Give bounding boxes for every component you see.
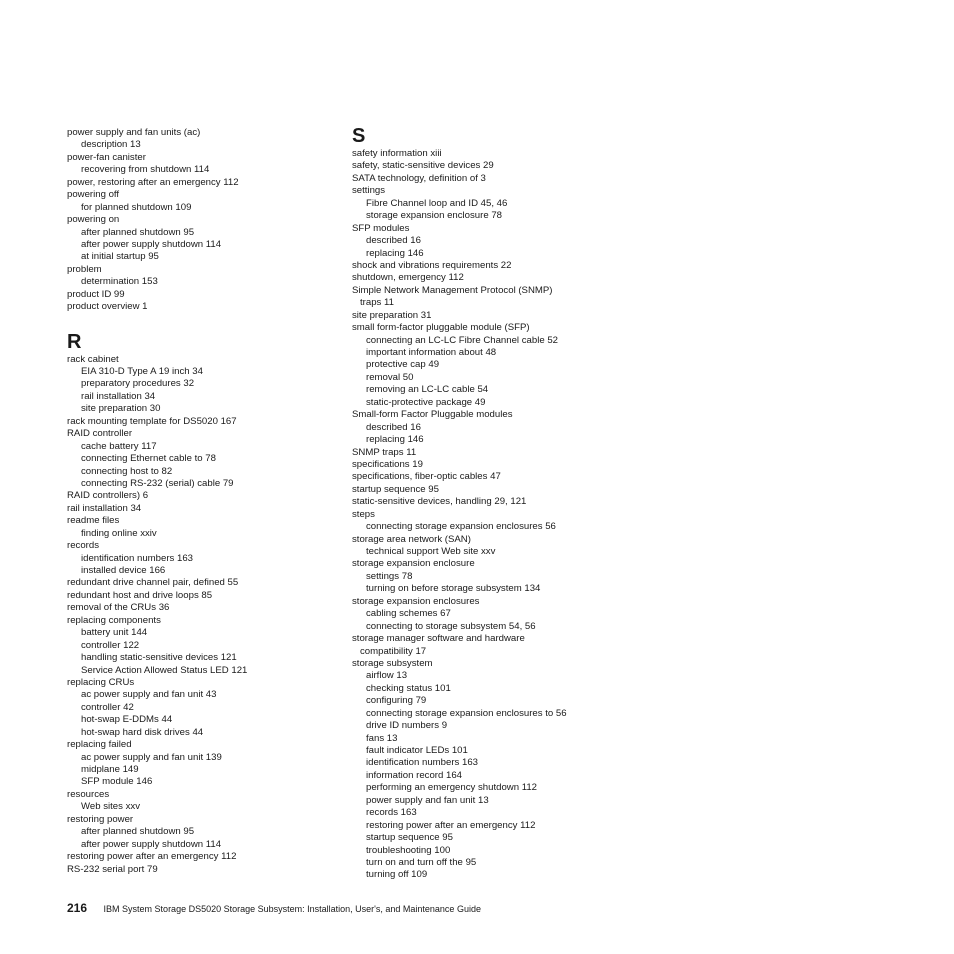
index-subentry: information record 164 <box>366 769 462 781</box>
index-subentry: rail installation 34 <box>81 390 156 402</box>
index-subentry: Fibre Channel loop and ID 45, 46 <box>366 197 508 209</box>
index-subentry: removing an LC-LC cable 54 <box>366 384 489 396</box>
index-subentry: preparatory procedures 32 <box>81 378 195 390</box>
index-subentry: finding online xxiv <box>81 527 157 539</box>
index-subentry: recovering from shutdown 114 <box>81 164 210 176</box>
index-entry: replacing failed <box>67 739 132 751</box>
index-entry: shock and vibrations requirements 22 <box>352 259 512 271</box>
index-subentry: connecting an LC-LC Fibre Channel cable 52 <box>366 334 558 346</box>
index-subentry: described 16 <box>366 421 421 433</box>
index-subentry: replacing 146 <box>366 247 424 259</box>
index-subentry: settings 78 <box>366 570 413 582</box>
index-entry: storage manager software and hardware <box>352 633 525 645</box>
index-subentry: for planned shutdown 109 <box>81 201 192 213</box>
page-footer <box>67 901 481 915</box>
index-subentry: Web sites xxv <box>81 801 141 813</box>
index-entry: site preparation 31 <box>352 309 432 321</box>
index-subentry: performing an emergency shutdown 112 <box>366 782 538 794</box>
index-entry: settings <box>352 185 386 197</box>
index-entry: readme files <box>67 515 120 527</box>
index-subentry: after planned shutdown 95 <box>81 226 195 238</box>
index-subentry: ac power supply and fan unit 43 <box>81 689 217 701</box>
index-subentry: power supply and fan unit 13 <box>366 794 489 806</box>
index-subentry: traps 11 <box>360 297 394 309</box>
index-subentry: EIA 310-D Type A 19 inch 34 <box>81 366 203 377</box>
index-entry: storage subsystem <box>352 657 433 669</box>
index-subentry: checking status 101 <box>366 682 451 694</box>
index-entry: power-fan canister <box>67 151 146 163</box>
index-entry: records <box>67 540 99 552</box>
index-entry: Simple Network Management Protocol (SNMP) <box>352 284 553 296</box>
index-entry: product ID 99 <box>67 288 125 300</box>
index-subentry: after planned shutdown 95 <box>81 826 195 838</box>
index-subentry: battery unit 144 <box>81 627 148 639</box>
section-letter-s: S <box>352 125 366 147</box>
index-entry: replacing CRUs <box>67 676 135 688</box>
index-entry: startup sequence 95 <box>352 483 439 495</box>
index-entry: replacing components <box>67 614 161 626</box>
document-title: IBM System Storage DS5020 Storage Subsystem: Installation, User's, and Maintenance Guide <box>103 904 481 914</box>
index-subentry: configuring 79 <box>366 695 427 707</box>
index-entry: storage expansion enclosure <box>352 558 475 570</box>
index-entry: problem <box>67 263 102 275</box>
index-subentry: protective cap 49 <box>366 359 440 371</box>
index-entry: powering on <box>67 214 120 226</box>
index-subentry: midplane 149 <box>81 764 139 775</box>
index-subentry: ac power supply and fan unit 139 <box>81 751 222 763</box>
index-entry: resources <box>67 788 110 800</box>
index-entry: storage expansion enclosures <box>352 595 480 607</box>
index-entry: rack cabinet <box>67 353 119 365</box>
index-column-right <box>352 124 622 882</box>
index-entry: product overview 1 <box>67 301 148 313</box>
index-subentry: Service Action Allowed Status LED 121 <box>81 664 248 676</box>
index-subentry: fault indicator LEDs 101 <box>366 745 468 756</box>
index-column-left <box>67 127 337 876</box>
index-entry: power supply and fan units (ac) <box>67 127 201 138</box>
index-subentry: SFP module 146 <box>81 776 153 788</box>
index-subentry: turn on and turn off the 95 <box>366 856 477 868</box>
index-subentry: site preparation 30 <box>81 403 161 415</box>
index-entry: SATA technology, definition of 3 <box>352 172 486 184</box>
index-subentry: connecting host to 82 <box>81 465 173 477</box>
index-subentry: drive ID numbers 9 <box>366 720 448 732</box>
index-subentry: hot-swap E-DDMs 44 <box>81 714 173 726</box>
index-entry: restoring power after an emergency 112 <box>67 851 237 863</box>
index-subentry: controller 122 <box>81 639 140 651</box>
index-entry: rail installation 34 <box>67 502 142 514</box>
index-entry: RAID controllers) 6 <box>67 490 149 502</box>
index-subentry: connecting storage expansion enclosures to 56 <box>366 707 567 719</box>
section-gap <box>67 314 337 330</box>
index-entry: redundant host and drive loops 85 <box>67 589 213 601</box>
index-subentry: startup sequence 95 <box>366 832 453 844</box>
index-entry: safety, static-sensitive devices 29 <box>352 160 494 172</box>
index-subentry: cabling schemes 67 <box>366 608 451 620</box>
index-subentry: fans 13 <box>366 732 398 744</box>
index-entry: shutdown, emergency 112 <box>352 272 464 284</box>
index-entry: Small-form Factor Pluggable modules <box>352 409 513 421</box>
index-entry: RS-232 serial port 79 <box>67 863 158 875</box>
index-entry: static-sensitive devices, handling 29, 121 <box>352 496 527 508</box>
index-subentry: storage expansion enclosure 78 <box>366 210 503 222</box>
index-subentry: description 13 <box>81 139 141 151</box>
index-subentry: airflow 13 <box>366 670 408 682</box>
index-subentry: hot-swap hard disk drives 44 <box>81 726 204 738</box>
index-subentry: identification numbers 163 <box>81 552 193 564</box>
index-subentry: turning off 109 <box>366 869 428 881</box>
page-number: 216 <box>67 901 88 915</box>
index-entry: storage area network (SAN) <box>352 533 471 545</box>
index-entry: specifications 19 <box>352 458 423 470</box>
index-subentry: compatibility 17 <box>360 645 427 657</box>
index-subentry: connecting Ethernet cable to 78 <box>81 453 216 465</box>
index-subentry: cache battery 117 <box>81 440 157 452</box>
index-subentry: records 163 <box>366 807 417 819</box>
index-entry: power, restoring after an emergency 112 <box>67 176 239 188</box>
index-subentry: at initial startup 95 <box>81 251 159 263</box>
index-subentry: removal 50 <box>366 371 414 383</box>
index-subentry: replacing 146 <box>366 434 424 446</box>
index-subentry: controller 42 <box>81 701 134 713</box>
index-subentry: important information about 48 <box>366 347 497 358</box>
index-subentry: connecting RS-232 (serial) cable 79 <box>81 477 234 489</box>
index-entry: removal of the CRUs 36 <box>67 602 170 614</box>
index-subentry: restoring power after an emergency 112 <box>366 819 536 831</box>
index-subentry: after power supply shutdown 114 <box>81 838 222 850</box>
index-entry: steps <box>352 508 375 520</box>
index-entry: small form-factor pluggable module (SFP) <box>352 322 530 334</box>
index-entry: rack mounting template for DS5020 167 <box>67 415 237 427</box>
index-entry: SFP modules <box>352 222 410 234</box>
index-subentry: connecting storage expansion enclosures 56 <box>366 521 556 533</box>
index-entry: powering off <box>67 189 120 201</box>
index-subentry: troubleshooting 100 <box>366 844 451 856</box>
index-entry: SNMP traps 11 <box>352 446 417 458</box>
index-entry: redundant drive channel pair, defined 55 <box>67 577 239 589</box>
index-entry: RAID controller <box>67 428 133 440</box>
index-subentry: described 16 <box>366 235 421 247</box>
index-subentry: handling static-sensitive devices 121 <box>81 652 237 664</box>
index-entry: specifications, fiber-optic cables 47 <box>352 471 501 483</box>
index-subentry: static-protective package 49 <box>366 396 486 408</box>
index-subentry: connecting to storage subsystem 54, 56 <box>366 620 536 632</box>
index-subentry: identification numbers 163 <box>366 757 478 769</box>
index-subentry: after power supply shutdown 114 <box>81 238 222 250</box>
index-subentry: turning on before storage subsystem 134 <box>366 583 541 595</box>
index-subentry: technical support Web site xxv <box>366 546 496 557</box>
index-subentry: determination 153 <box>81 276 158 288</box>
index-subentry: installed device 166 <box>81 565 166 576</box>
index-entry: restoring power <box>67 813 134 825</box>
section-letter-r: R <box>67 330 82 353</box>
index-entry: safety information xiii <box>352 148 442 159</box>
